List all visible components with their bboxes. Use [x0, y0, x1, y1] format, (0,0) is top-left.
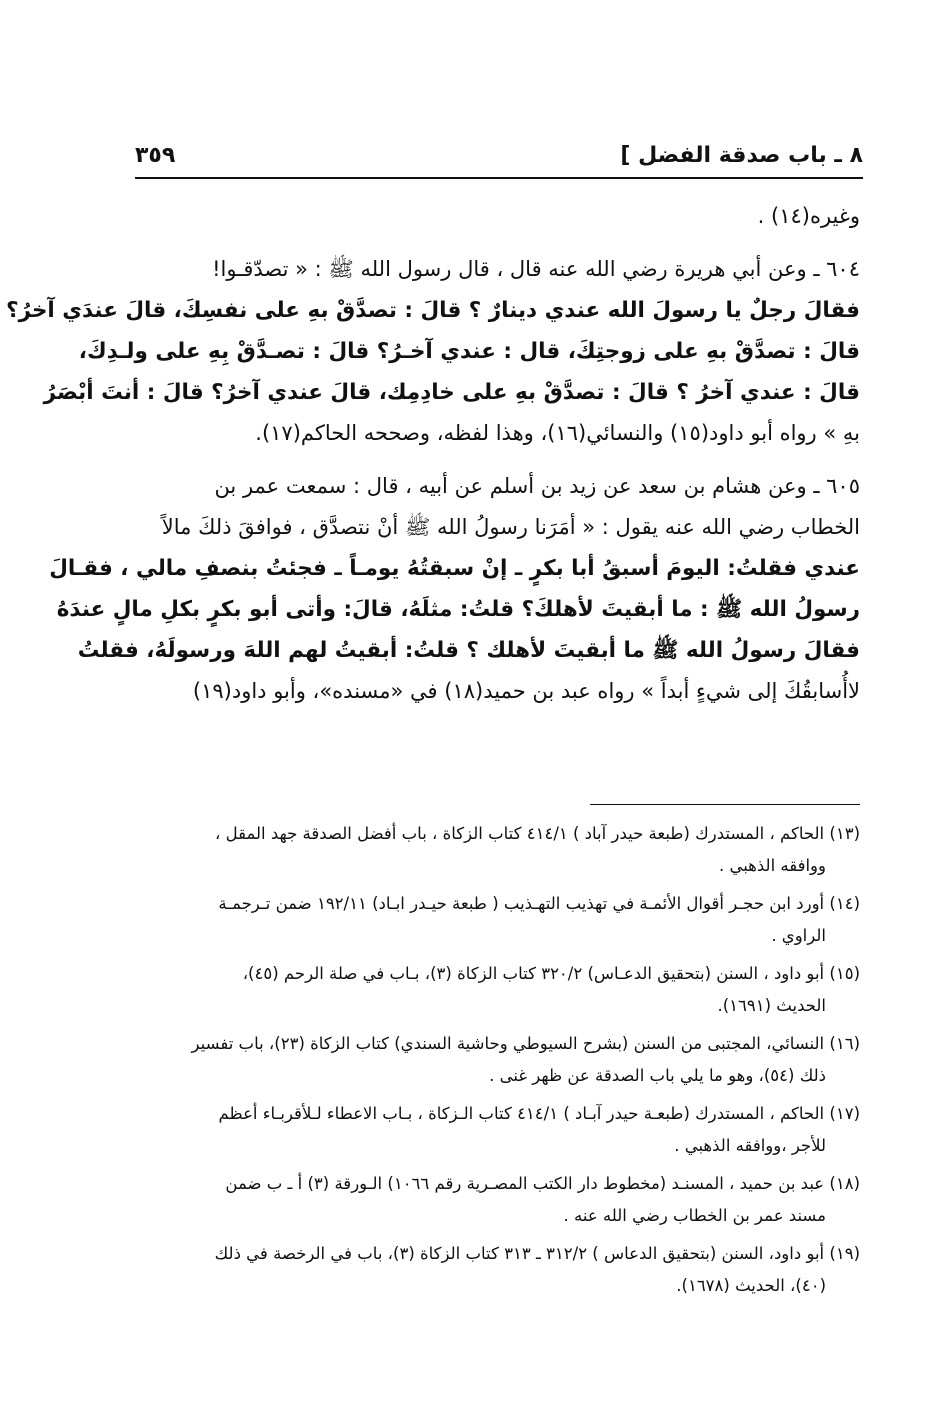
footnote-line: (١٤) أورد ابن حجـر أقوال الأئمـة في تهذيب التهـذيب ( طبعة حيـدر ابـاد) ١٩٢/١١ ضمن تـرجمـة — [218, 894, 860, 913]
page-header — [135, 138, 863, 172]
footnote-line: الحديث (١٦٩١). — [717, 996, 826, 1015]
footnote-line: (١٣) الحاكم ، المستدرك (طبعة حيدر آباد ) ٤١٤/١ كتاب الزكاة ، باب أفضل الصدقة جهد المقل ، — [215, 824, 860, 843]
footnote-17 — [130, 1098, 860, 1162]
footnote-line: مسند عمر بن الخطاب رضي الله عنه . — [563, 1206, 826, 1225]
footnote-line: الراوي . — [771, 926, 826, 945]
footnote-line: للأجر ،ووافقه الذهبي . — [674, 1136, 826, 1155]
chapter-title: ٨ ـ باب صدقة الفضل ] — [620, 142, 863, 168]
footnote-19 — [130, 1238, 860, 1302]
footnote-line: (١٨) عبد بن حميد ، المسنـد (مخطوط دار الكتب المصـرية رقم ١٠٦٦) الـورقة (٣) أ ـ ب ضمن — [225, 1174, 860, 1193]
footnote-14 — [130, 888, 860, 952]
hadith-605-line: ٦٠٥ ـ وعن هشام بن سعد عن زيد بن أسلم عن أبيه ، قال : سمعت عمر بن — [214, 474, 860, 498]
footnote-13 — [130, 818, 860, 882]
footnote-line: (١٧) الحاكم ، المستدرك (طبعـة حيدر آبـاد ) ٤١٤/١ كتاب الـزكاة ، بـاب الاعطاء لـلأقربـاء أعظم — [218, 1104, 860, 1123]
footnotes — [130, 812, 860, 1302]
footnote-16 — [130, 1028, 860, 1092]
footnote-line: ووافقه الذهبي . — [718, 856, 826, 875]
intro-line: وغيره(١٤) . — [757, 204, 860, 228]
footnote-18 — [130, 1168, 860, 1232]
main-text — [6, 196, 860, 712]
footnote-15 — [130, 958, 860, 1022]
hadith-605 — [49, 466, 860, 712]
footnote-line: (١٥) أبو داود ، السنن (بتحقيق الدعـاس) ٣٢٠/٢ كتاب الزكاة (٣)، بـاب في صلة الرحم (٤٥)، — [242, 964, 860, 983]
hadith-604-line: قالَ : عندي آخرُ ؟ قالَ : تصدَّقْ بهِ على خادِمِك، قالَ عندي آخرُ؟ قالَ : أنتَ أبْصَرُ — [43, 380, 860, 405]
footnote-divider — [590, 804, 860, 805]
hadith-605-line: لاأُسابقُكَ إلى شيءٍ أبداً » رواه عبد بن حميد(١٨) في «مسنده»، وأبو داود(١٩) — [192, 679, 860, 703]
footnote-line: ذلك (٥٤)، وهو ما يلي باب الصدقة عن ظهر غنى . — [489, 1066, 826, 1085]
hadith-605-line: رسولُ الله ﷺ : ما أبقيتَ لأهلكَ؟ قلتُ: مثلَهُ، قالَ: وأتى أبو بكرٍ بكلِ مالٍ عندَهُ — [56, 597, 860, 622]
hadith-605-line: فقالَ رسولُ الله ﷺ ما أبقيتَ لأهلك ؟ قلتُ: أبقيتُ لهم اللهَ ورسولَهُ، فقلتُ — [77, 638, 860, 663]
hadith-604-line: ٦٠٤ ـ وعن أبي هريرة رضي الله عنه قال ، قال رسول الله ﷺ : « تصدّقـوا! — [212, 257, 860, 281]
footnote-line: (١٩) أبو داود، السنن (بتحقيق الدعاس ) ٣١٢/٢ ـ ٣١٣ كتاب الزكاة (٣)، باب في الرخصة في ذلك — [214, 1244, 860, 1263]
hadith-605-line: عندي فقلتُ: اليومَ أسبقُ أبا بكرٍ ـ إنْ سبقتُهُ يومـاً ـ فجئتُ بنصفِ مالي ، فقـالَ — [49, 556, 860, 581]
hadith-605-line: الخطاب رضي الله عنه يقول : « أمَرَنا رسولُ الله ﷺ أنْ نتصدَّق ، فوافقَ ذلكَ مالاً — [161, 515, 860, 539]
footnote-line: (١٦) النسائي، المجتبى من السنن (بشرح السيوطي وحاشية السندي) كتاب الزكاة (٢٣)، باب تفسير — [191, 1034, 860, 1053]
hadith-604 — [6, 249, 860, 454]
hadith-604-line: قالَ : تصدَّقْ بهِ على زوجتِكَ، قال : عندي آخـرُ؟ قالَ : تصـدَّقْ بِهِ على ولـدِكَ، — [78, 339, 860, 364]
header-divider — [135, 177, 863, 179]
page-number: ٣٥٩ — [135, 142, 176, 168]
hadith-604-line: بهِ » رواه أبو داود(١٥) والنسائي(١٦)، وهذا لفظه، وصححه الحاكم(١٧). — [255, 421, 860, 445]
hadith-604-line: فقالَ رجلٌ يا رسولَ الله عندي دينارٌ ؟ قالَ : تصدَّقْ بهِ على نفسِكَ، قالَ عندَي آخرُ؟ — [6, 298, 860, 323]
footnote-line: (٤٠)، الحديث (١٦٧٨). — [676, 1276, 826, 1295]
